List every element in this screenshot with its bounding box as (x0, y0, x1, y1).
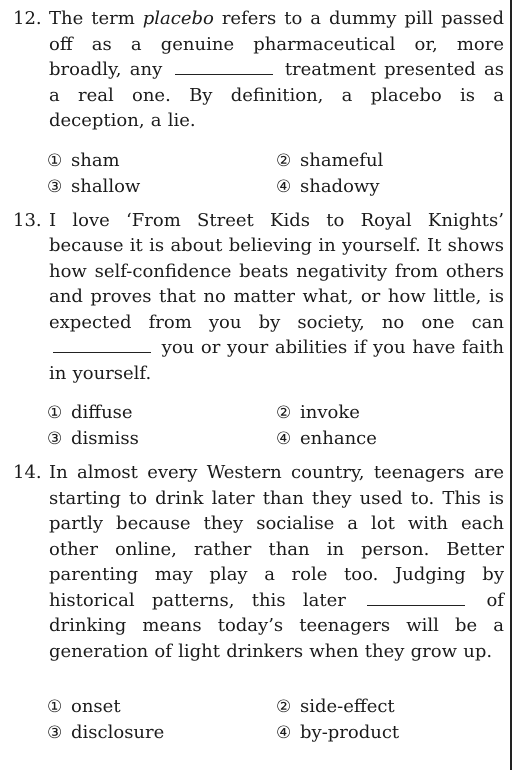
question-stem (49, 6, 504, 134)
choice-text: by-product (300, 722, 400, 743)
choice-marker: ② (276, 150, 292, 171)
answer-blank (367, 591, 465, 606)
choice-marker: ② (276, 697, 292, 717)
column-divider-line (510, 0, 512, 770)
choice-4[interactable] (276, 720, 502, 746)
stem-text: The term (49, 8, 143, 29)
choice-text: shameful (300, 149, 384, 171)
choice-2[interactable] (276, 694, 502, 720)
choice-marker: ③ (47, 176, 63, 197)
choice-text: diffuse (71, 402, 133, 423)
choice-1[interactable] (47, 400, 276, 426)
answer-blank (53, 338, 151, 353)
choice-text: side-effect (300, 696, 395, 717)
choice-1[interactable] (47, 694, 276, 720)
choice-2[interactable] (276, 400, 502, 426)
choice-4[interactable] (276, 426, 502, 452)
choice-text: dismiss (71, 428, 139, 449)
choice-text: invoke (300, 402, 360, 423)
choice-text: shadowy (300, 175, 380, 197)
question-stem (49, 460, 504, 664)
choice-marker: ① (47, 697, 63, 717)
choice-marker: ③ (47, 723, 63, 743)
stem-text: refers to a dummy pill passed off as a genuine pharmaceutical or, more broadly, any (49, 8, 504, 80)
choice-3[interactable] (47, 720, 276, 746)
stem-text: treatment presented as a real one. By definition, a placebo is a deception, a lie. (49, 59, 504, 131)
answer-choices (47, 400, 502, 452)
choice-marker: ② (276, 403, 292, 423)
stem-text: of drinking means today’s teenagers will be a generation of light drinkers when they grow up. (49, 589, 504, 662)
choice-4[interactable] (276, 174, 502, 200)
question-stem (49, 208, 504, 387)
choice-text: disclosure (71, 722, 165, 743)
choice-marker: ③ (47, 429, 63, 449)
choice-marker: ① (47, 403, 63, 423)
question-number: 13. (13, 209, 42, 231)
choice-text: shallow (71, 175, 141, 197)
stem-text: you or your abilities if you have faith in yourself. (49, 337, 504, 384)
choice-1[interactable] (47, 148, 276, 174)
choice-text: enhance (300, 428, 377, 449)
choice-text: onset (71, 696, 121, 717)
stem-text: In almost every Western country, teenagers are starting to drink later than they used to. This is partly because they socialise a lot with each other online, rather than in person. Better parenting may play a role too. Judging by historical patterns, this later (49, 462, 504, 611)
choice-marker: ④ (276, 176, 292, 197)
choice-marker: ④ (276, 429, 292, 449)
choice-marker: ① (47, 150, 63, 171)
question-number: 14. (13, 462, 42, 483)
choice-text: sham (71, 149, 120, 171)
question-14 (0, 460, 508, 746)
answer-choices (47, 148, 502, 200)
answer-choices (47, 694, 502, 746)
question-13 (0, 208, 508, 453)
choice-3[interactable] (47, 426, 276, 452)
choice-marker: ④ (276, 723, 292, 743)
stem-text: I love ‘From Street Kids to Royal Knights’ because it is about believing in yourself. It shows how self-confidence beats negativity from others and proves that no matter what, or how little, is expected from you by society, no one can (49, 209, 504, 333)
choice-2[interactable] (276, 148, 502, 174)
stem-italic-term: placebo (142, 8, 214, 29)
answer-blank (175, 60, 273, 75)
question-12 (0, 6, 508, 200)
question-number: 12. (13, 8, 42, 29)
choice-3[interactable] (47, 174, 276, 200)
